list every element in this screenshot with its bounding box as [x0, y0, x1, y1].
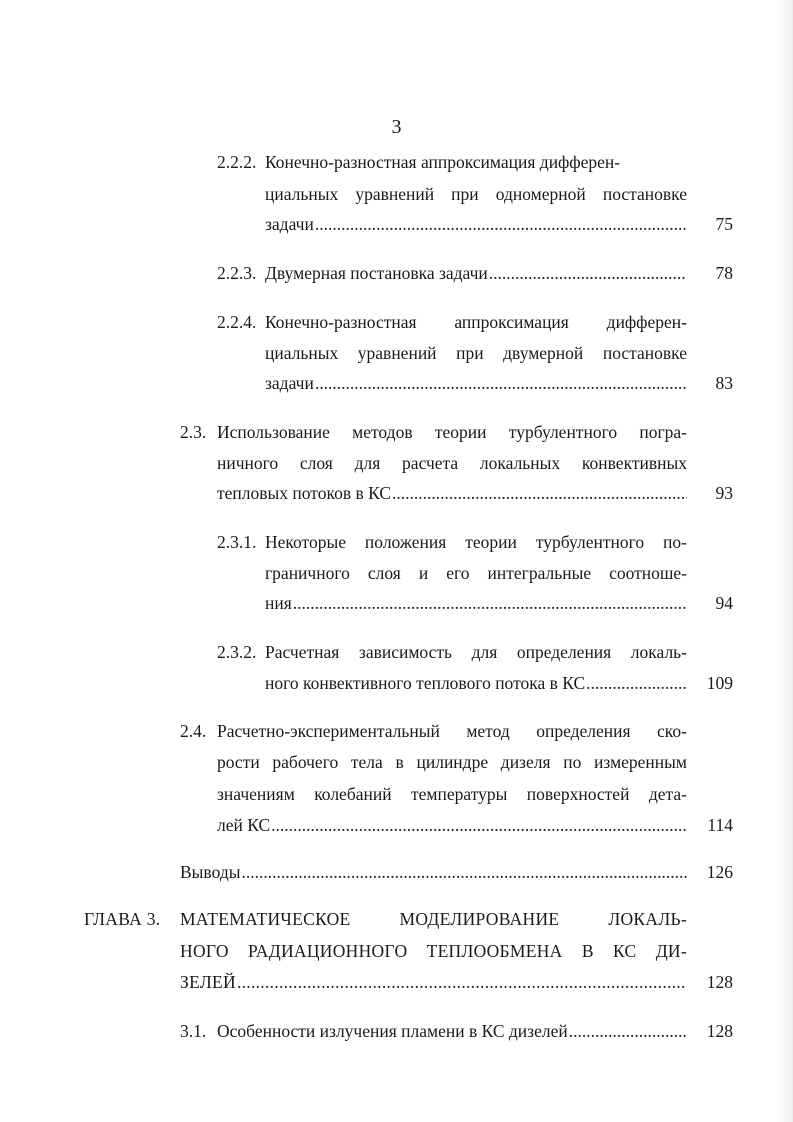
toc-title-leader	[217, 1021, 687, 1042]
toc-title-line: задачи	[265, 214, 314, 234]
toc-number: 2.2.2.	[217, 152, 257, 172]
toc-title-leader	[265, 673, 687, 694]
toc-title-leader	[217, 483, 687, 504]
toc-page: 114	[707, 815, 733, 835]
toc-title-line: Особенности излучения пламени в КС дизелей	[217, 1021, 568, 1041]
toc-title-leader	[265, 214, 687, 235]
toc-title-line: ного конвективного теплового потока в КС	[265, 673, 586, 693]
toc-page: 83	[715, 373, 733, 393]
toc-title-line: циальных уравнений при одномерной постановке	[265, 184, 687, 204]
toc-title-line: ничного слоя для расчета локальных конвективных	[217, 453, 687, 473]
scan-shadow-edge	[777, 0, 793, 1122]
toc-page: 109	[706, 673, 733, 693]
toc-title-line: Некоторые положения теории турбулентного по-	[265, 532, 687, 552]
toc-title-leader	[180, 862, 687, 883]
toc-title-leader	[265, 373, 687, 394]
toc-title-line: Двумерная постановка задачи	[265, 263, 488, 283]
toc-title-line: МАТЕМАТИЧЕСКОЕ МОДЕЛИРОВАНИЕ ЛОКАЛЬ-	[180, 909, 687, 929]
toc-number: 2.3.1.	[217, 532, 257, 552]
toc-title-line: Расчетно-экспериментальный метод определения ско-	[217, 721, 687, 741]
toc-title-line: Использование методов теории турбулентного погра-	[217, 422, 687, 442]
toc-title-leader	[180, 972, 687, 993]
toc-page: 78	[715, 263, 733, 283]
toc-title-line: НОГО РАДИАЦИОННОГО ТЕПЛООБМЕНА В КС ДИ-	[180, 941, 687, 961]
toc-page: 128	[706, 1021, 733, 1041]
toc-title-leader	[265, 263, 687, 284]
toc-number: 2.3.	[180, 422, 207, 442]
toc-title-line: ЗЕЛЕЙ	[180, 972, 236, 992]
toc-page: 94	[715, 593, 733, 613]
toc-title-line: задачи	[265, 373, 314, 393]
toc-number: 3.1.	[180, 1021, 207, 1041]
toc-page: 93	[715, 483, 733, 503]
toc-title-line: ния	[265, 593, 292, 613]
page-number: 3	[391, 116, 402, 138]
toc-title-line: граничного слоя и его интегральные соотноше-	[265, 563, 687, 583]
toc-number: ГЛАВА 3.	[84, 909, 161, 929]
toc-title-line: значениям колебаний температуры поверхностей дета-	[217, 784, 687, 804]
toc-title-line: Расчетная зависимость для определения локаль-	[265, 642, 687, 662]
toc-number: 2.2.3.	[217, 263, 257, 283]
toc-title-line: Выводы	[180, 862, 241, 882]
toc-title-line: циальных уравнений при двумерной постановке	[265, 343, 687, 363]
toc-page: 75	[715, 214, 733, 234]
toc-number: 2.2.4.	[217, 312, 257, 332]
toc-number: 2.3.2.	[217, 642, 257, 662]
toc-title-line: тепловых потоков в КС	[217, 483, 392, 503]
toc-title-leader	[217, 815, 687, 836]
toc-title-leader	[265, 593, 687, 614]
toc-title-line: Конечно-разностная аппроксимация дифферен-	[265, 312, 687, 332]
toc-number: 2.4.	[180, 721, 207, 741]
toc-title-line: лей КС	[217, 815, 271, 835]
toc-page: 128	[706, 972, 733, 992]
toc-page: 126	[706, 862, 733, 882]
toc-title-line: Конечно-разностная аппроксимация дифферен-	[265, 152, 621, 172]
toc-title-line: рости рабочего тела в цилиндре дизеля по измеренным	[217, 752, 687, 772]
